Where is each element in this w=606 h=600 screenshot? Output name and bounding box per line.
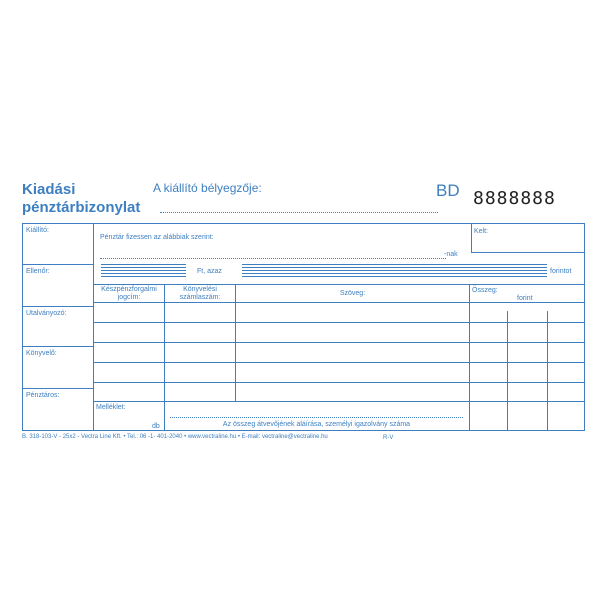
stamp-label: A kiállító bélyegzője:	[153, 181, 262, 195]
kelt-label: Kelt:	[474, 228, 489, 235]
amount-separator-1	[507, 311, 508, 431]
stamp-dotted-line	[160, 212, 438, 213]
header-szamlaszam: Könyvelési számlaszám:	[179, 286, 221, 301]
left-column-divider	[93, 223, 94, 431]
melleklet-label: Melléklet:	[96, 404, 126, 411]
signature-dotted-line	[170, 417, 463, 418]
header-osszeg: Összeg:	[472, 287, 498, 294]
label-konyvelo: Könyvelő:	[26, 350, 57, 357]
kelt-box	[471, 223, 585, 253]
label-utalvanyozo: Utalványozó:	[26, 310, 67, 317]
amount-words-field[interactable]	[242, 264, 547, 278]
header-jogcim: Készpénzforgalmi jogcím:	[101, 286, 157, 301]
label-ellenor: Ellenőr:	[26, 268, 50, 275]
ft-azaz-label: Ft, azaz	[197, 268, 222, 275]
header-forint: forint	[517, 295, 533, 302]
serial-number: 8888888	[473, 188, 556, 209]
form-frame	[22, 223, 585, 431]
footer-code: R-V	[383, 435, 394, 441]
payee-dotted-line	[100, 258, 446, 259]
label-kiallito: Kiállító:	[26, 227, 49, 234]
form-title-line1: Kiadási	[22, 181, 76, 198]
amount-separator-2	[547, 311, 548, 431]
payment-instruction: Pénztár fizessen az alábbiak szerint:	[100, 234, 214, 241]
label-penztaros: Pénztáros:	[26, 392, 60, 399]
signature-note: Az összeg átvevőjének aláírása, személyi igazolvány száma	[222, 421, 411, 428]
amount-numeric-field[interactable]	[101, 264, 186, 278]
header-szoveg: Szöveg:	[339, 290, 366, 297]
forintot-label: forintot	[550, 268, 572, 275]
nak-suffix: -nak	[444, 251, 458, 258]
db-label: db	[152, 423, 160, 430]
series-code: BD	[436, 181, 460, 200]
form-title-line2: pénztárbizonylat	[22, 199, 141, 216]
footer-imprint: B. 318-103-V - 25x2 - Vectra Line Kft. • Tel.: 06 -1- 401-2040 • www.vectraline.hu • E-mail: vectraline@vectraline.hu	[22, 434, 328, 440]
